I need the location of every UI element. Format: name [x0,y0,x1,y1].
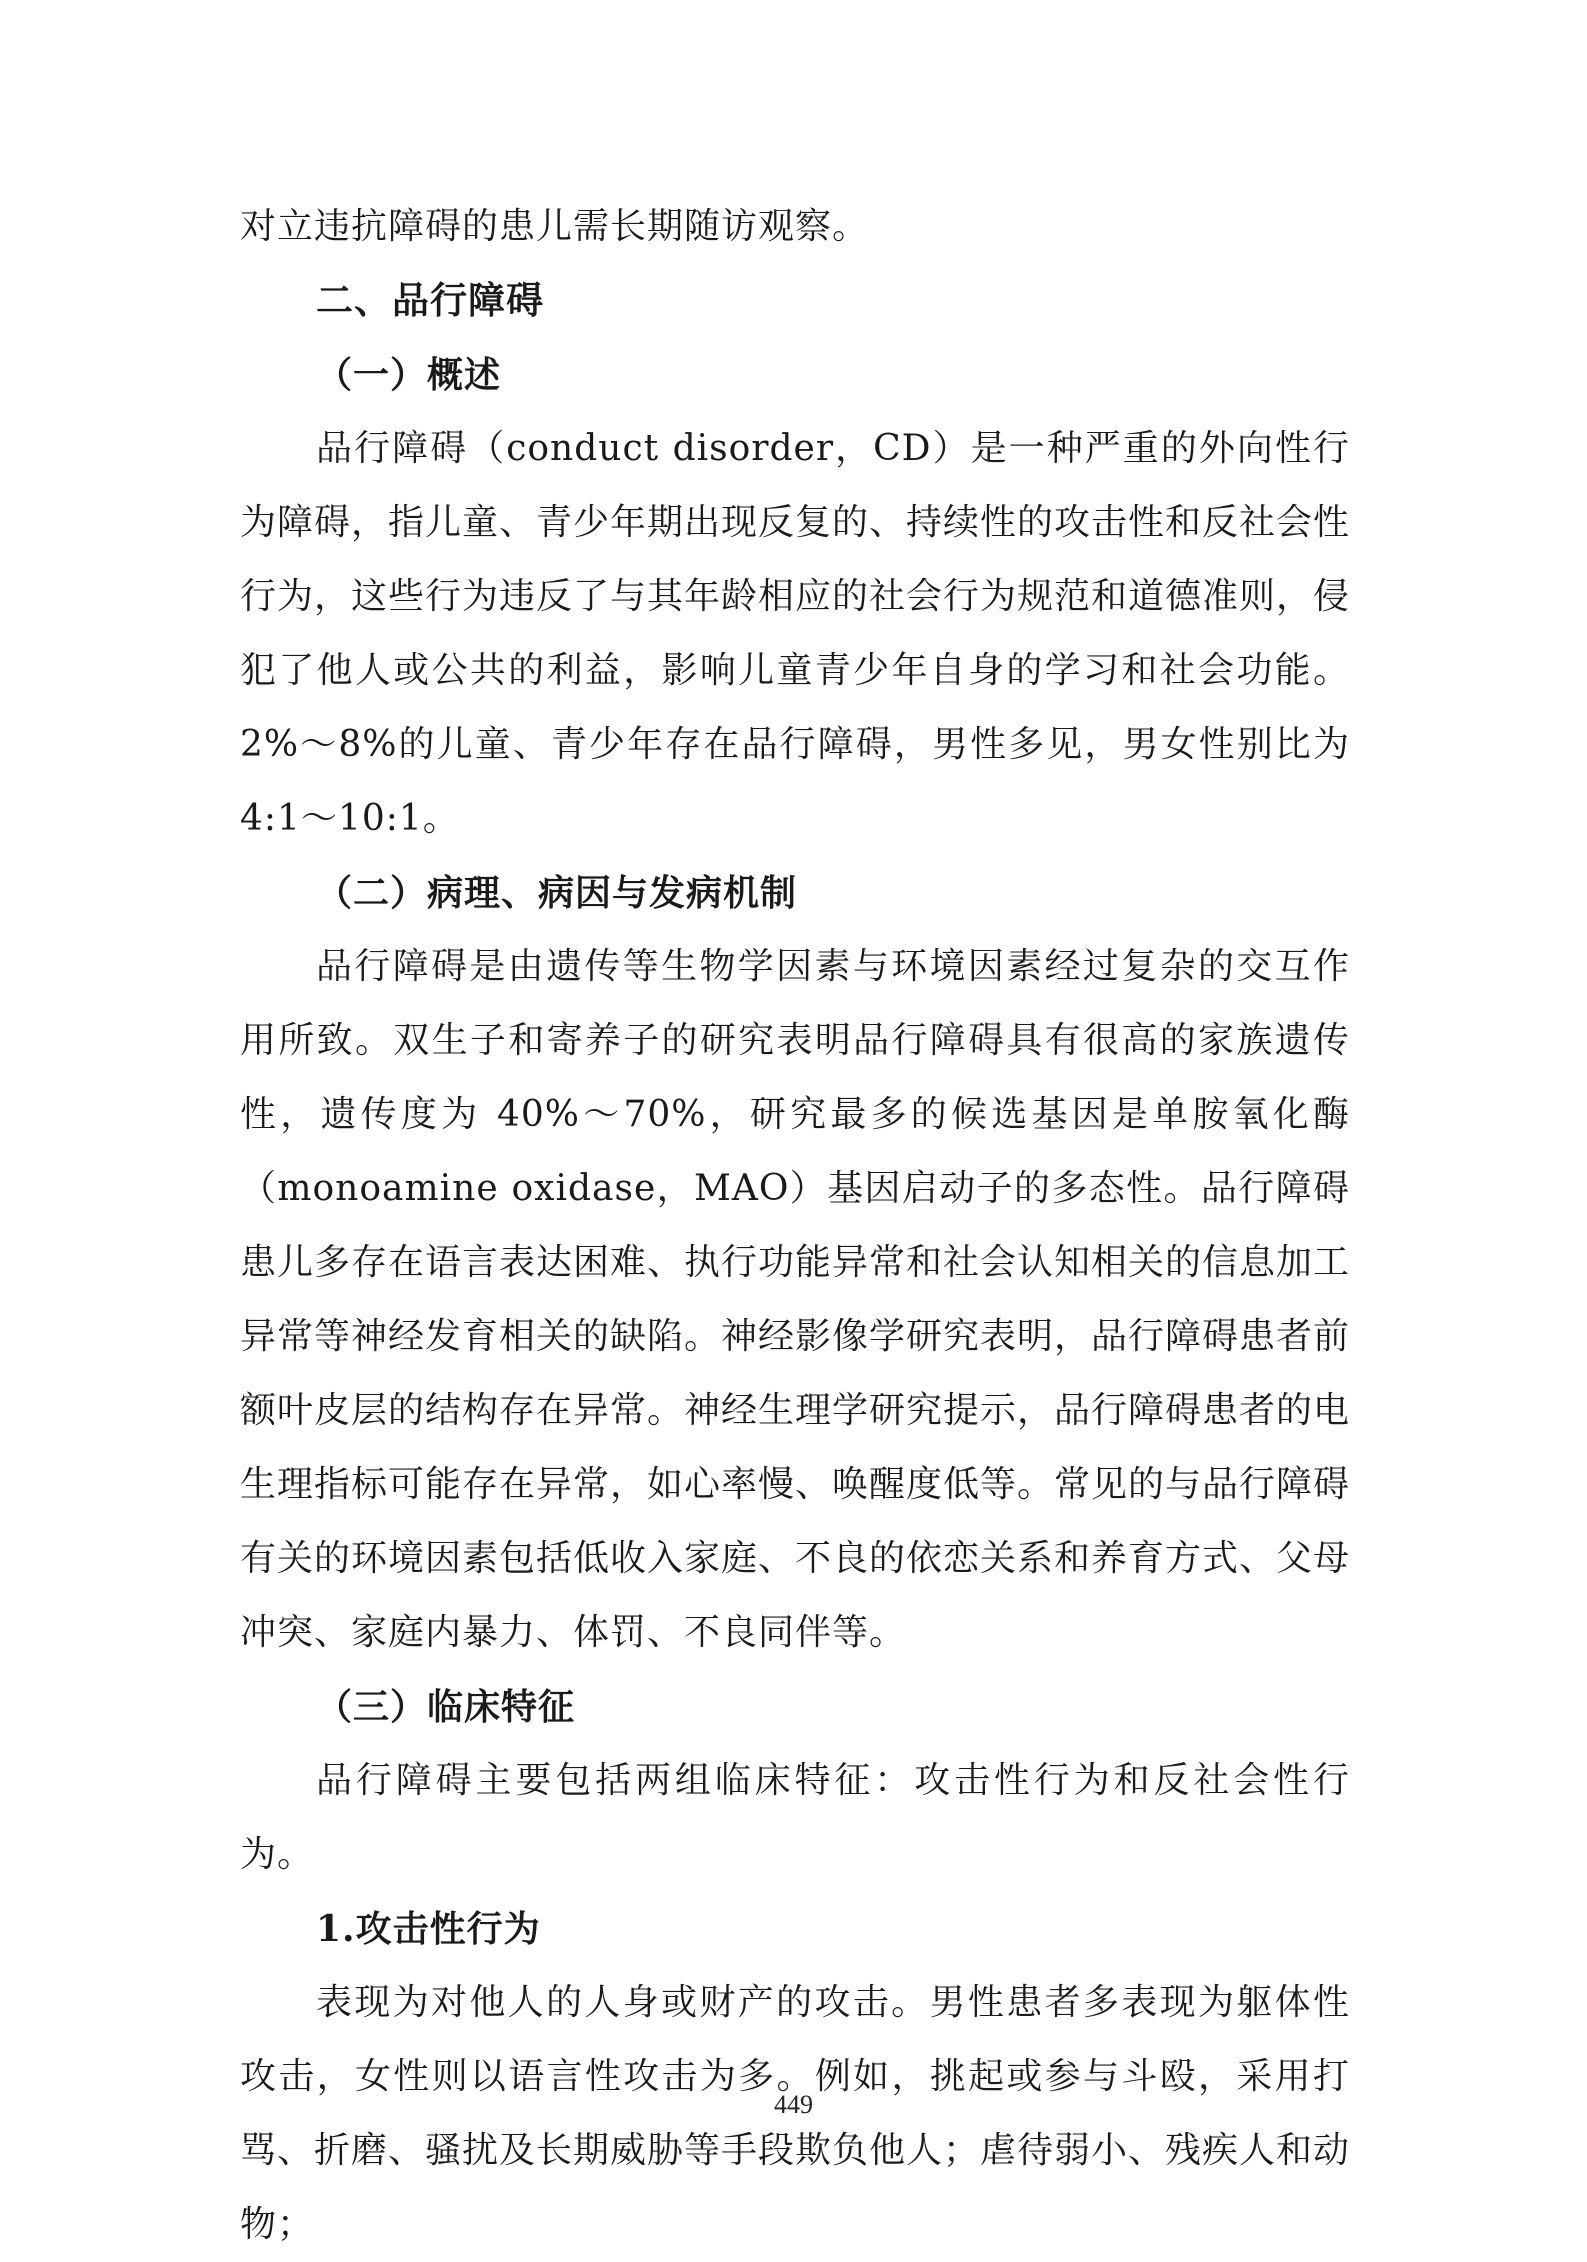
etiology-paragraph: 品行障碍是由遗传等生物学因素与环境因素经过复杂的交互作用所致。双生子和寄养子的研究表明品行障碍具有很高的家族遗传性，遗传度为 40%～70%，研究最多的候选基因是单胺氧化酶（monoamine oxidase，MAO）基因启动子的多态性。品行障碍患儿多存在语言表达困难、执行功能异常和社会认知相关的信息加工异常等神经发育相关的缺陷。神经影像学研究表明，品行障碍患者前额叶皮层的结构存在异常。神经生理学研究提示，品行障碍患者的电生理指标可能存在异常，如心率慢、唤醒度低等。常见的与品行障碍有关的环境因素包括低收入家庭、不良的依恋关系和养育方式、父母冲突、家庭内暴力、体罚、不良同伴等。 [240,946,1351,1653]
continuation-paragraph: 对立违抗障碍的患儿需长期随访观察。 [240,206,870,247]
clinical-features-paragraph: 品行障碍主要包括两组临床特征：攻击性行为和反社会性行为。 [240,1760,1350,1875]
section-title: 二、品行障碍 [316,279,544,322]
subsection-title-clinical-features: （三）临床特征 [316,1686,576,1728]
page-number: 449 [774,2090,813,2119]
subsection-title-overview: （一）概述 [316,354,502,396]
aggressive-behavior-paragraph: 表现为对他人的人身或财产的攻击。男性患者多表现为躯体性攻击，女性则以语言性攻击为多。例如，挑起或参与斗殴，采用打骂、折磨、骚扰及长期威胁等手段欺负他人；虐待弱小、残疾人和动物； [240,1982,1351,2245]
item-title-aggressive-behavior: 1.攻击性行为 [316,1908,541,1950]
overview-paragraph: 品行障碍（conduct disorder，CD）是一种严重的外向性行为障碍，指儿童、青少年期出现反复的、持续性的攻击性和反社会性行为，这些行为违反了与其年龄相应的社会行为规范和道德准则，侵犯了他人或公共的利益，影响儿童青少年自身的学习和社会功能。2%～8%的儿童、青少年存在品行障碍，男性多见，男女性别比为 4:1～10:1。 [240,428,1351,839]
subsection-title-etiology: （二）病理、病因与发病机制 [316,872,798,914]
page-body [240,190,1350,2262]
